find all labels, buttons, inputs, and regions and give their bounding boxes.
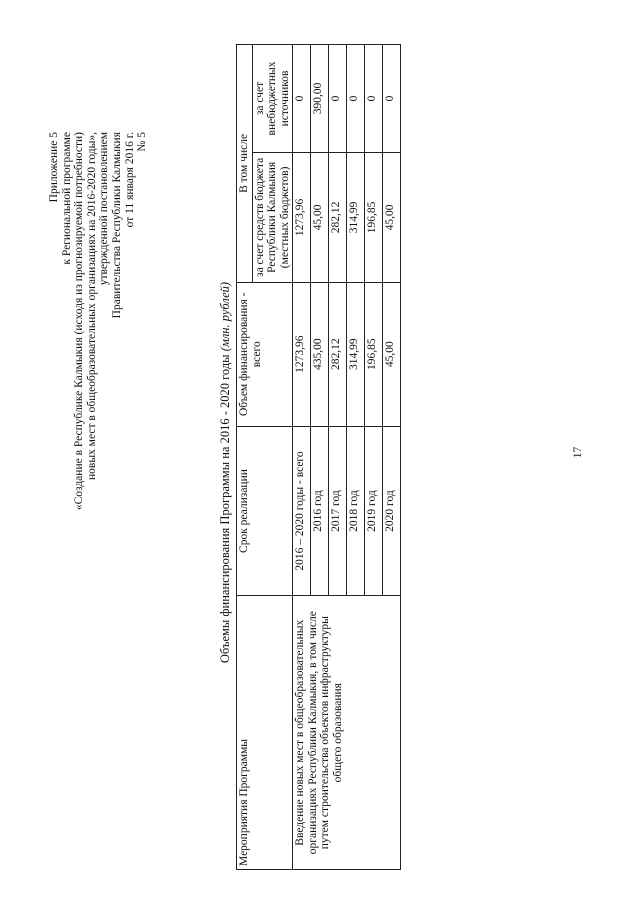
appendix-block: [48, 132, 149, 592]
total-cell: 314,99: [347, 282, 365, 426]
appendix-line: «Создание в Республике Калмыкия (исходя из прогнозируемой потребности): [73, 132, 86, 511]
appendix-line: Правительства Республики Калмыкия: [110, 132, 123, 319]
header-extra: за счет внебюджетных источников: [252, 45, 293, 153]
header-total: Объем финансирования - всего: [237, 282, 293, 426]
total-cell: 45,00: [383, 282, 401, 426]
appendix-line: к Региональной программе: [60, 132, 73, 265]
header-budget: за счет средств бюджета Республики Калмыкия (местных бюджетов): [252, 152, 293, 282]
total-cell: 196,85: [365, 282, 383, 426]
header-including: В том числе: [237, 45, 253, 283]
appendix-line: № 5: [136, 132, 149, 152]
total-cell: 435,00: [311, 282, 329, 426]
period-cell: 2017 год: [329, 426, 347, 596]
extra-cell: 0: [383, 45, 401, 153]
budget-cell: 1273,96: [293, 152, 311, 282]
appendix-line: Приложение 5: [48, 132, 60, 203]
budget-cell: 45,00: [383, 152, 401, 282]
extra-cell: 0: [365, 45, 383, 153]
header-period: Срок реализации: [237, 426, 293, 596]
period-cell: 2016 год: [311, 426, 329, 596]
total-cell: 282,12: [329, 282, 347, 426]
budget-cell: 314,99: [347, 152, 365, 282]
table-header-row: [237, 45, 253, 870]
extra-cell: 390,00: [311, 45, 329, 153]
extra-cell: 0: [293, 45, 311, 153]
budget-cell: 196,85: [365, 152, 383, 282]
title-text: Объемы финансирования Программы на 2016 - 2020 годы: [218, 354, 232, 664]
total-cell: 1273,96: [293, 282, 311, 426]
period-cell: 2018 год: [347, 426, 365, 596]
budget-cell: 45,00: [311, 152, 329, 282]
extra-cell: 0: [329, 45, 347, 153]
appendix-line: от 11 января 2016 г.: [123, 132, 136, 228]
document-title: [218, 40, 233, 905]
budget-cell: 282,12: [329, 152, 347, 282]
period-cell: 2016 – 2020 годы - всего: [293, 426, 311, 596]
measure-cell: Введение новых мест в общеобразовательных организациях Республики Калмыкия, в том числе путем строительства объектов инфраструктуры общего образования: [293, 596, 401, 870]
extra-cell: 0: [347, 45, 365, 153]
financing-table: [236, 44, 401, 870]
header-measure: Мероприятия Программы: [237, 596, 293, 870]
page-number: 17: [572, 446, 584, 459]
title-unit: (млн. рублей): [218, 281, 232, 352]
period-cell: 2019 год: [365, 426, 383, 596]
period-cell: 2020 год: [383, 426, 401, 596]
appendix-line: новых мест в общеобразовательных организациях на 2016-2020 годы»,: [85, 132, 98, 480]
appendix-line: утвержденной постановлением: [98, 132, 111, 286]
table-row: [293, 45, 311, 870]
